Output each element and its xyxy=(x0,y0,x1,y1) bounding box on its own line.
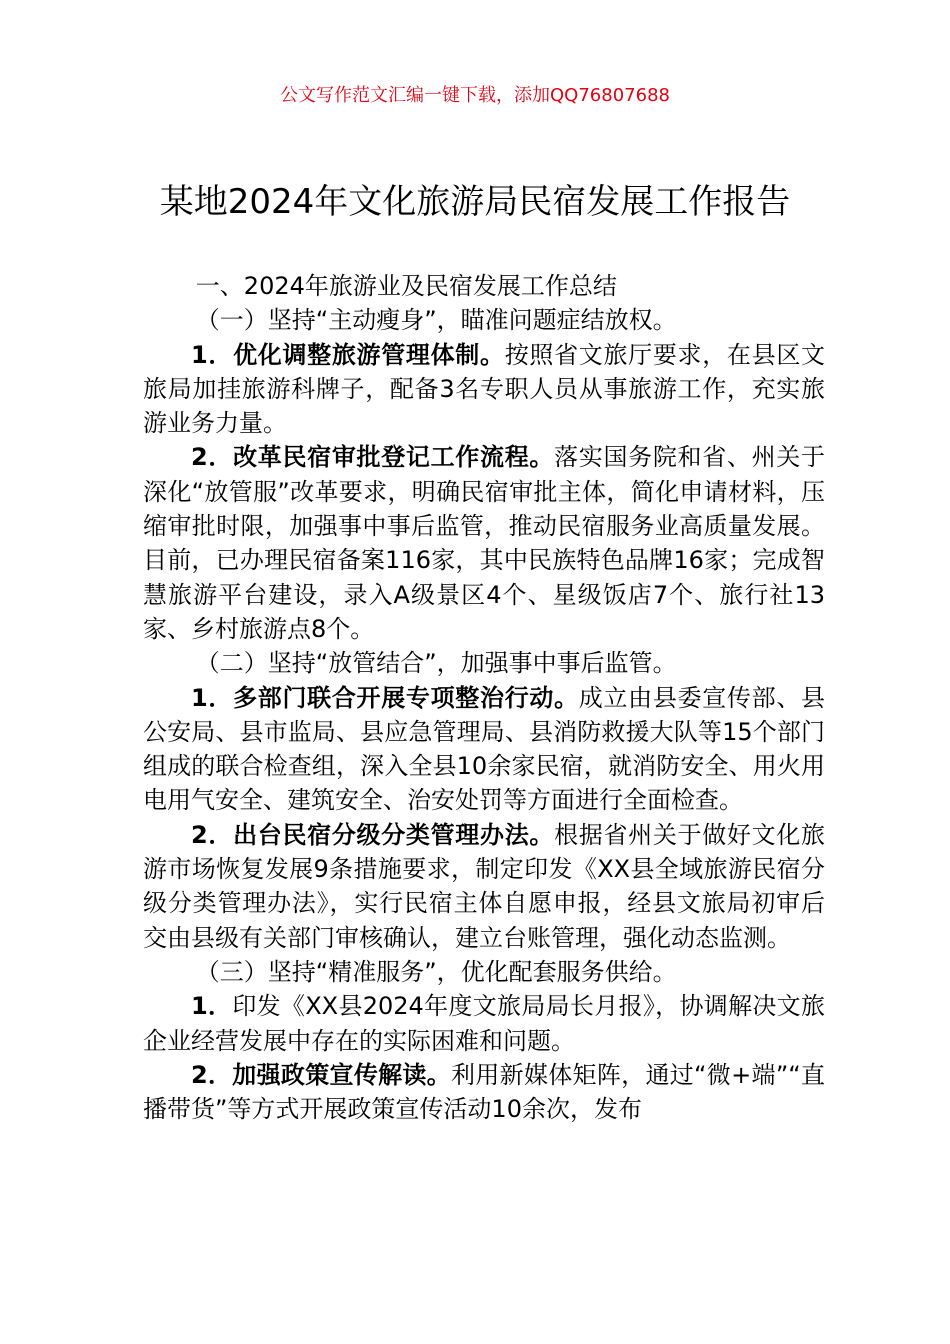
paragraph xyxy=(143,989,825,1058)
section-heading: 一、2024年旅游业及民宿发展工作总结 xyxy=(195,272,617,300)
paragraph xyxy=(143,681,825,818)
paragraph-text: 落实国务院和省、州关于深化“放管服”改革要求，明确民宿审批主体，简化申请材料，压缩审批时限，加强事中事后监管，推动民宿服务业高质量发展。目前，已办理民宿备案116家，其中民族特色品牌16家；完成智慧旅游平台建设，录入A级景区4个、星级饭店7个、旅行社13家、乡村旅游点8个。 xyxy=(143,443,825,643)
paragraph-lead: 1．多部门联合开展专项整治行动。 xyxy=(191,683,579,712)
paragraph-text: 根据省州关于做好文化旅游市场恢复发展9条措施要求，制定印发《XX县全域旅游民宿分级分类管理办法》，实行民宿主体自愿申报，经县文旅局初审后交由县级有关部门审核确认，建立台账管理，强化动态监测。 xyxy=(143,820,825,952)
paragraph-lead: 2．出台民宿分级分类管理办法。 xyxy=(191,820,555,849)
paragraph-lead: 1． xyxy=(191,992,233,1021)
subsection-heading: （二）坚持“放管结合”，加强事中事后监管。 xyxy=(195,649,677,678)
paragraph xyxy=(143,440,825,646)
paragraph xyxy=(143,818,825,955)
subsection-heading: （一）坚持“主动瘦身”，瞄准问题症结放权。 xyxy=(195,306,677,335)
paragraph-lead: 2．改革民宿审批登记工作流程。 xyxy=(191,443,555,472)
paragraph-text: 印发《XX县2024年度文旅局局长月报》，协调解决文旅企业经营发展中存在的实际困难和问题。 xyxy=(143,992,825,1055)
paragraph-text: 按照省文旅厅要求，在县区文旅局加挂旅游科牌子，配备3名专职人员从事旅游工作，充实旅游业务力量。 xyxy=(143,340,826,438)
paragraph-lead: 1．优化调整旅游管理体制。 xyxy=(191,340,505,369)
paragraph-text: 成立由县委宣传部、县公安局、县市监局、县应急管理局、县消防救援大队等15个部门组成的联合检查组，深入全县10余家民宿，就消防安全、用火用电用气安全、建筑安全、治安处罚等方面进行全面检查。 xyxy=(143,683,826,815)
paragraph-lead: 2．加强政策宣传解读。 xyxy=(191,1060,452,1089)
paragraph xyxy=(143,338,825,441)
download-banner[interactable]: 公文写作范文汇编一键下载，添加QQ76807688 xyxy=(280,85,670,106)
document-body xyxy=(143,269,825,1126)
subsection-heading: （三）坚持“精准服务”，优化配套服务供给。 xyxy=(195,957,677,986)
paragraph xyxy=(143,1058,825,1127)
document-title: 某地2024年文化旅游局民宿发展工作报告 xyxy=(159,182,791,222)
paragraph-text: 利用新媒体矩阵，通过“微+端”“直播带货”等方式开展政策宣传活动10余次，发布 xyxy=(143,1060,825,1124)
